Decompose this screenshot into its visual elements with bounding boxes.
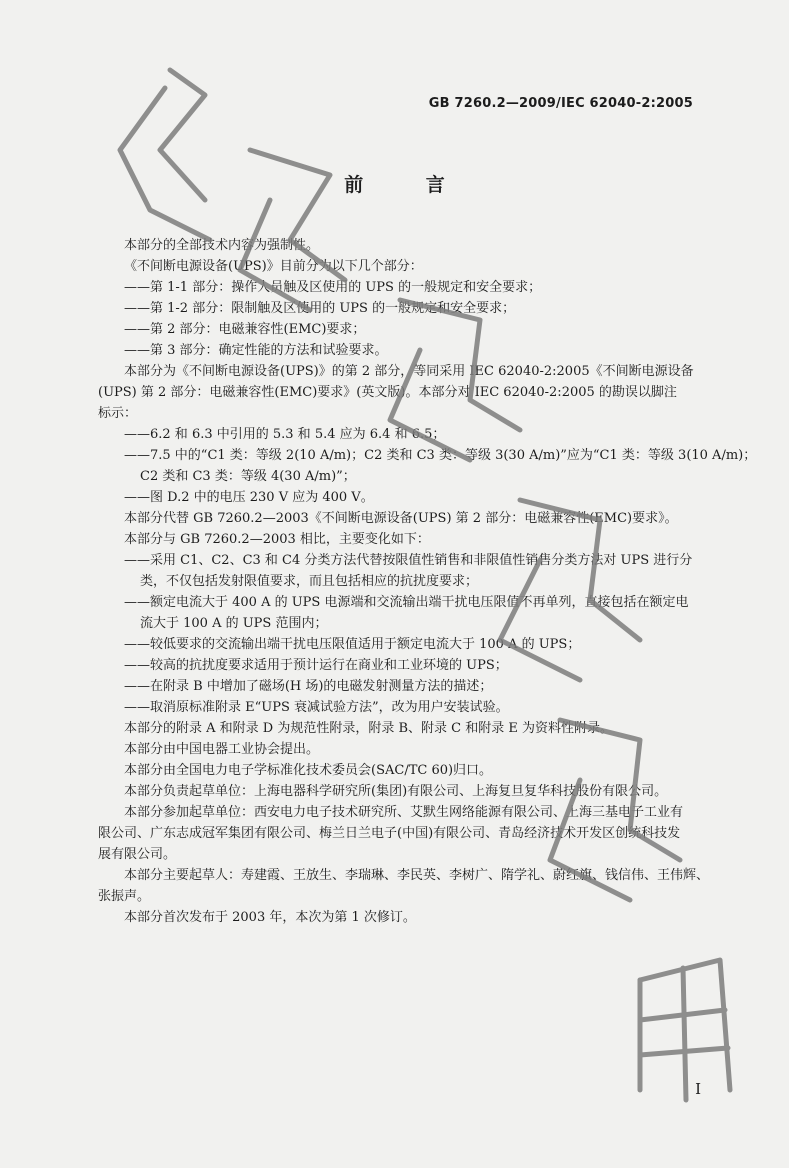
body-line: ——额定电流大于 400 A 的 UPS 电源端和交流输出端干扰电压限值不再单列，直接包括在额定电: [124, 595, 689, 610]
body-line: 展有限公司。: [98, 847, 177, 862]
body-line: 本部分负责起草单位：上海电器科学研究所(集团)有限公司、上海复旦复华科技股份有限公司。: [124, 784, 668, 799]
standard-number: GB 7260.2—2009/IEC 62040-2:2005: [428, 96, 693, 111]
body-line: ——第 1-2 部分：限制触及区使用的 UPS 的一般规定和安全要求；: [124, 301, 516, 316]
body-line: ——6.2 和 6.3 中引用的 5.3 和 5.4 应为 6.4 和 6.5；: [124, 427, 446, 442]
page-number: I: [695, 1080, 701, 1098]
body-line: 本部分代替 GB 7260.2—2003《不间断电源设备(UPS) 第 2 部分：电磁兼容性(EMC)要求》。: [124, 511, 678, 526]
body-line: ——较高的抗扰度要求适用于预计运行在商业和工业环境的 UPS；: [124, 658, 508, 673]
body-line: ——第 1-1 部分：操作人员触及区使用的 UPS 的一般规定和安全要求；: [124, 280, 542, 295]
body-line: 张振声。: [98, 889, 151, 904]
body-line: 本部分参加起草单位：西安电力电子技术研究所、艾默生网络能源有限公司、上海三基电子工业有: [124, 805, 684, 820]
body-line: 本部分的附录 A 和附录 D 为规范性附录，附录 B、附录 C 和附录 E 为资料性附录。: [124, 721, 613, 736]
body-line: ——第 2 部分：电磁兼容性(EMC)要求；: [124, 322, 366, 337]
body-line: 本部分由全国电力电子学标准化技术委员会(SAC/TC 60)归口。: [124, 763, 493, 778]
body-line: ——较低要求的交流输出端干扰电压限值适用于额定电流大于 100 A 的 UPS；: [124, 637, 581, 652]
body-line: C2 类和 C3 类：等级 4(30 A/m)”；: [140, 469, 356, 484]
body-line: 本部分由中国电器工业协会提出。: [124, 742, 320, 757]
body-line: ——采用 C1、C2、C3 和 C4 分类方法代替按限值性销售和非限值性销售分类方法对 UPS 进行分: [124, 553, 693, 568]
body-line: 类，不仅包括发射限值要求，而且包括相应的抗扰度要求；: [140, 574, 479, 589]
foreword-body: [98, 235, 757, 928]
body-line: 本部分主要起草人：寿建霞、王放生、李瑞琳、李民英、李树广、隋学礼、蔚红旗、钱信伟、王伟辉、: [124, 868, 710, 883]
body-line: ——在附录 B 中增加了磁场(H 场)的电磁发射测量方法的描述；: [124, 679, 493, 694]
body-line: 本部分首次发布于 2003 年，本次为第 1 次修订。: [124, 910, 416, 925]
body-line: ——第 3 部分：确定性能的方法和试验要求。: [124, 343, 388, 358]
body-line: 本部分的全部技术内容为强制性。: [124, 238, 320, 253]
body-line: ——取消原标准附录 E“UPS 衰减试验方法”，改为用户安装试验。: [124, 700, 509, 715]
body-line: 流大于 100 A 的 UPS 范围内；: [140, 616, 328, 631]
body-line: 本部分为《不间断电源设备(UPS)》的第 2 部分，等同采用 IEC 62040-2:2005《不间断电源设备: [124, 364, 694, 379]
body-line: ——图 D.2 中的电压 230 V 应为 400 V。: [124, 490, 374, 505]
page-title: 前 言: [344, 174, 473, 196]
body-line: 本部分与 GB 7260.2—2003 相比，主要变化如下：: [124, 532, 430, 547]
body-line: (UPS) 第 2 部分：电磁兼容性(EMC)要求》(英文版)。本部分对 IEC 62040-2:2005 的勘误以脚注: [98, 385, 677, 400]
body-line: 限公司、广东志成冠军集团有限公司、梅兰日兰电子(中国)有限公司、青岛经济技术开发区创统科技发: [98, 826, 681, 841]
body-line: 标示：: [98, 406, 138, 421]
body-line: 《不间断电源设备(UPS)》目前分为以下几个部分：: [124, 259, 423, 274]
body-line: ——7.5 中的“C1 类：等级 2(10 A/m)；C2 类和 C3 类：等级 3(30 A/m)”应为“C1 类：等级 3(10 A/m)；: [124, 448, 757, 463]
